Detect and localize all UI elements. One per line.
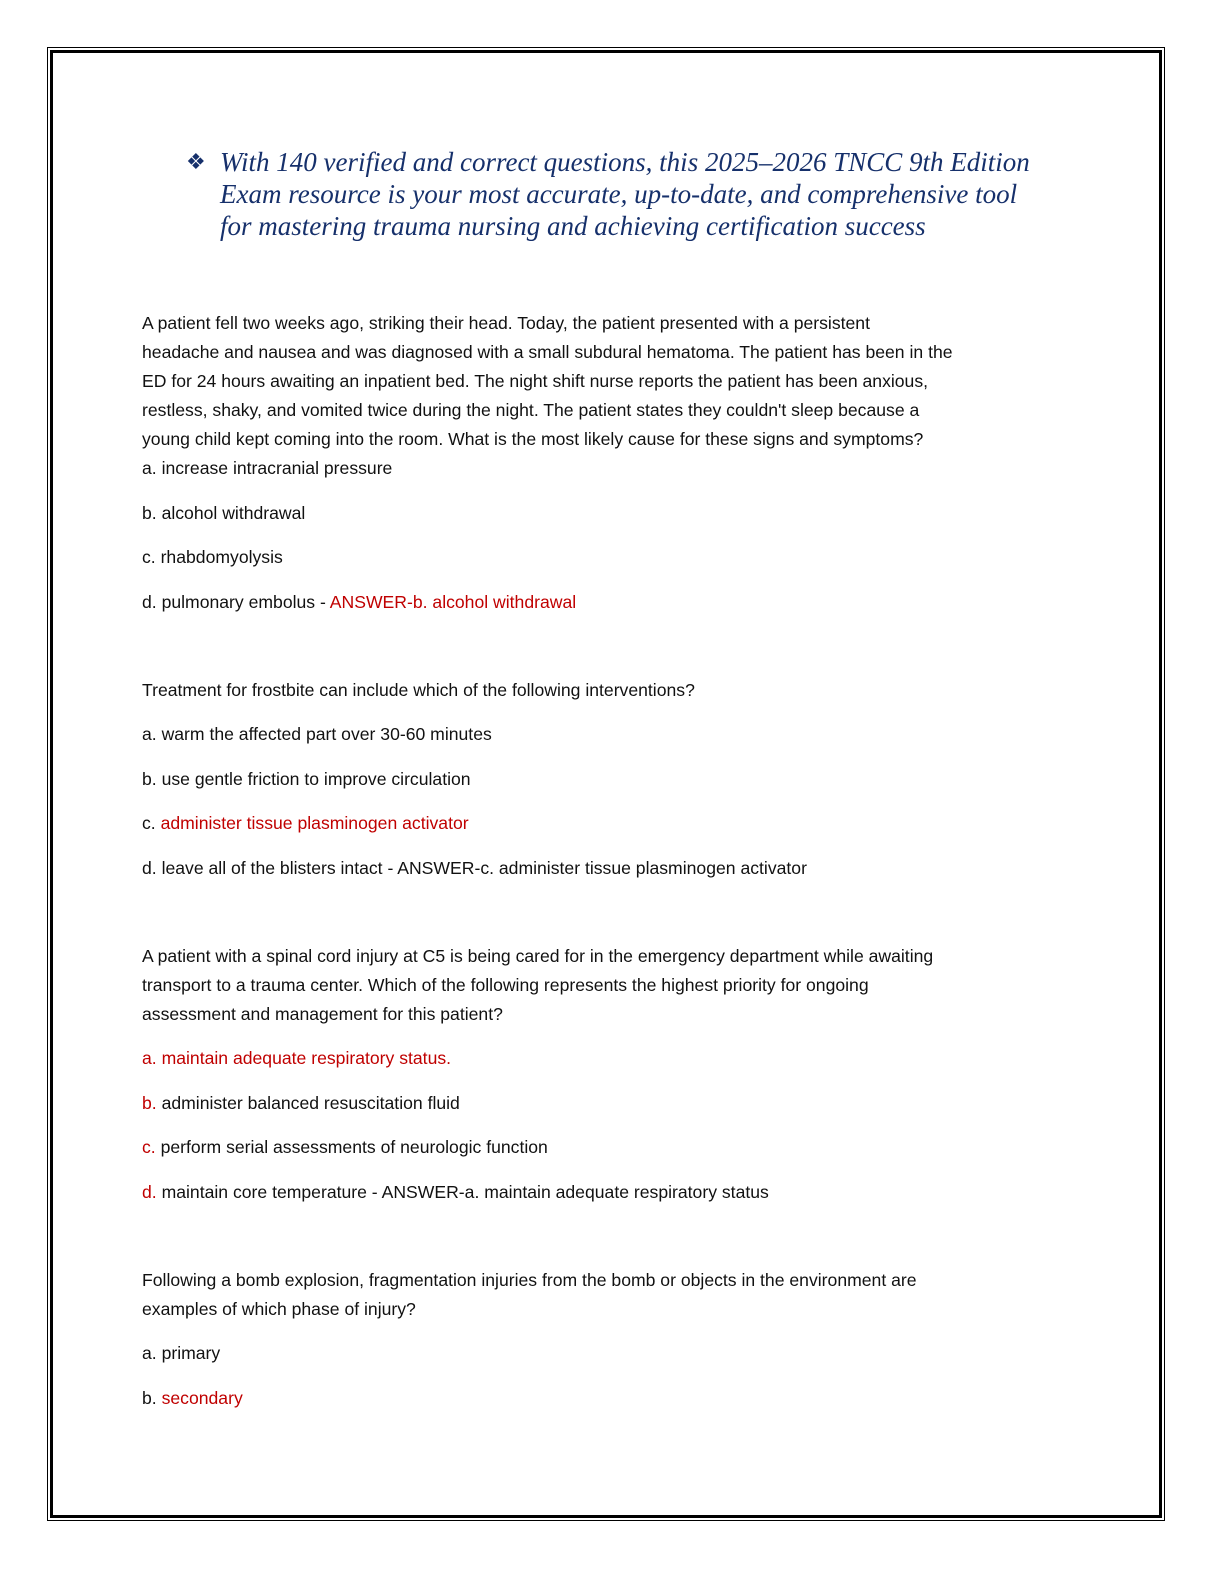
- question-4: [142, 1266, 1102, 1413]
- option-letter: b.: [142, 1387, 162, 1408]
- option-d: [142, 1178, 1102, 1207]
- heading-line: for mastering trauma nursing and achieving certification success: [220, 211, 926, 241]
- option-text-highlighted: maintain adequate respiratory status.: [161, 1048, 452, 1068]
- option-text: perform serial assessments of neurologic function: [160, 1137, 548, 1157]
- option-b: [142, 1384, 1102, 1413]
- option-text-highlighted: secondary: [161, 1387, 243, 1408]
- heading-line: Exam resource is your most accurate, up-to-date, and comprehensive tool: [220, 179, 1018, 209]
- option-letter: c.: [142, 547, 161, 567]
- option-text: leave all of the blisters intact - ANSWER-c. administer tissue plasminogen activator: [161, 857, 807, 878]
- option-text: increase intracranial pressure: [161, 458, 393, 478]
- option-text: administer balanced resuscitation fluid: [161, 1092, 460, 1113]
- option-c: [142, 1133, 1102, 1162]
- option-text: alcohol withdrawal: [161, 502, 306, 523]
- option-b: [142, 765, 1102, 794]
- option-c: [142, 543, 1102, 572]
- option-text-highlighted: administer tissue plasminogen activator: [160, 813, 469, 833]
- option-letter: b.: [142, 1092, 162, 1113]
- answer-text: ANSWER-b. alcohol withdrawal: [329, 591, 577, 612]
- option-letter: b.: [142, 502, 162, 523]
- option-letter: d.: [142, 591, 162, 612]
- option-letter: d.: [142, 857, 162, 878]
- option-a: [142, 454, 1102, 483]
- question-text: A patient fell two weeks ago, striking their head. Today, the patient presented with a persistent: [142, 313, 870, 333]
- question-text: ED for 24 hours awaiting an inpatient bed. The night shift nurse reports the patient has been anxious,: [142, 371, 929, 391]
- question-text: A patient with a spinal cord injury at C5 is being cared for in the emergency department while awaiting: [142, 945, 934, 966]
- question-text: young child kept coming into the room. What is the most likely cause for these signs and symptoms?: [142, 429, 924, 449]
- question-1: [142, 309, 1102, 617]
- option-text: rhabdomyolysis: [160, 547, 283, 567]
- option-text: primary: [161, 1343, 221, 1363]
- heading-line: With 140 verified and correct questions, this 2025–2026 TNCC 9th Edition: [220, 147, 1030, 177]
- option-text: warm the affected part over 30-60 minutes: [161, 724, 492, 744]
- question-text: headache and nausea and was diagnosed with a small subdural hematoma. The patient has been in the: [142, 342, 953, 362]
- question-list: [142, 309, 1102, 1413]
- option-b: [142, 499, 1102, 528]
- question-text: transport to a trauma center. Which of the following represents the highest priority for ongoing: [142, 974, 869, 995]
- question-text: examples of which phase of injury?: [142, 1298, 416, 1319]
- question-text: Treatment for frostbite can include which of the following interventions?: [142, 679, 695, 700]
- option-text: pulmonary embolus -: [161, 591, 330, 612]
- option-text: maintain core temperature - ANSWER-a. maintain adequate respiratory status: [161, 1181, 769, 1202]
- diamond-bullet-icon: ❖: [186, 149, 206, 174]
- option-a: [142, 1339, 1102, 1368]
- option-a: [142, 1044, 1102, 1073]
- option-d: [142, 854, 1102, 883]
- option-letter: a.: [142, 1048, 162, 1068]
- option-letter: c.: [142, 1137, 161, 1157]
- option-letter: a.: [142, 1343, 162, 1363]
- intro-heading: [186, 146, 1086, 242]
- option-letter: b.: [142, 768, 162, 789]
- question-2: [142, 676, 1102, 883]
- question-text: assessment and management for this patient?: [142, 1003, 503, 1024]
- option-letter: a.: [142, 724, 162, 744]
- option-b: [142, 1089, 1102, 1118]
- option-letter: a.: [142, 458, 162, 478]
- option-d: [142, 588, 1102, 617]
- option-letter: d.: [142, 1181, 162, 1202]
- question-3: [142, 942, 1102, 1207]
- option-text: use gentle friction to improve circulation: [161, 768, 471, 789]
- option-c: [142, 809, 1102, 838]
- option-a: [142, 720, 1102, 749]
- option-letter: c.: [142, 813, 161, 833]
- question-text: restless, shaky, and vomited twice during the night. The patient states they couldn't sleep because a: [142, 400, 920, 420]
- question-text: Following a bomb explosion, fragmentation injuries from the bomb or objects in the environment are: [142, 1269, 917, 1290]
